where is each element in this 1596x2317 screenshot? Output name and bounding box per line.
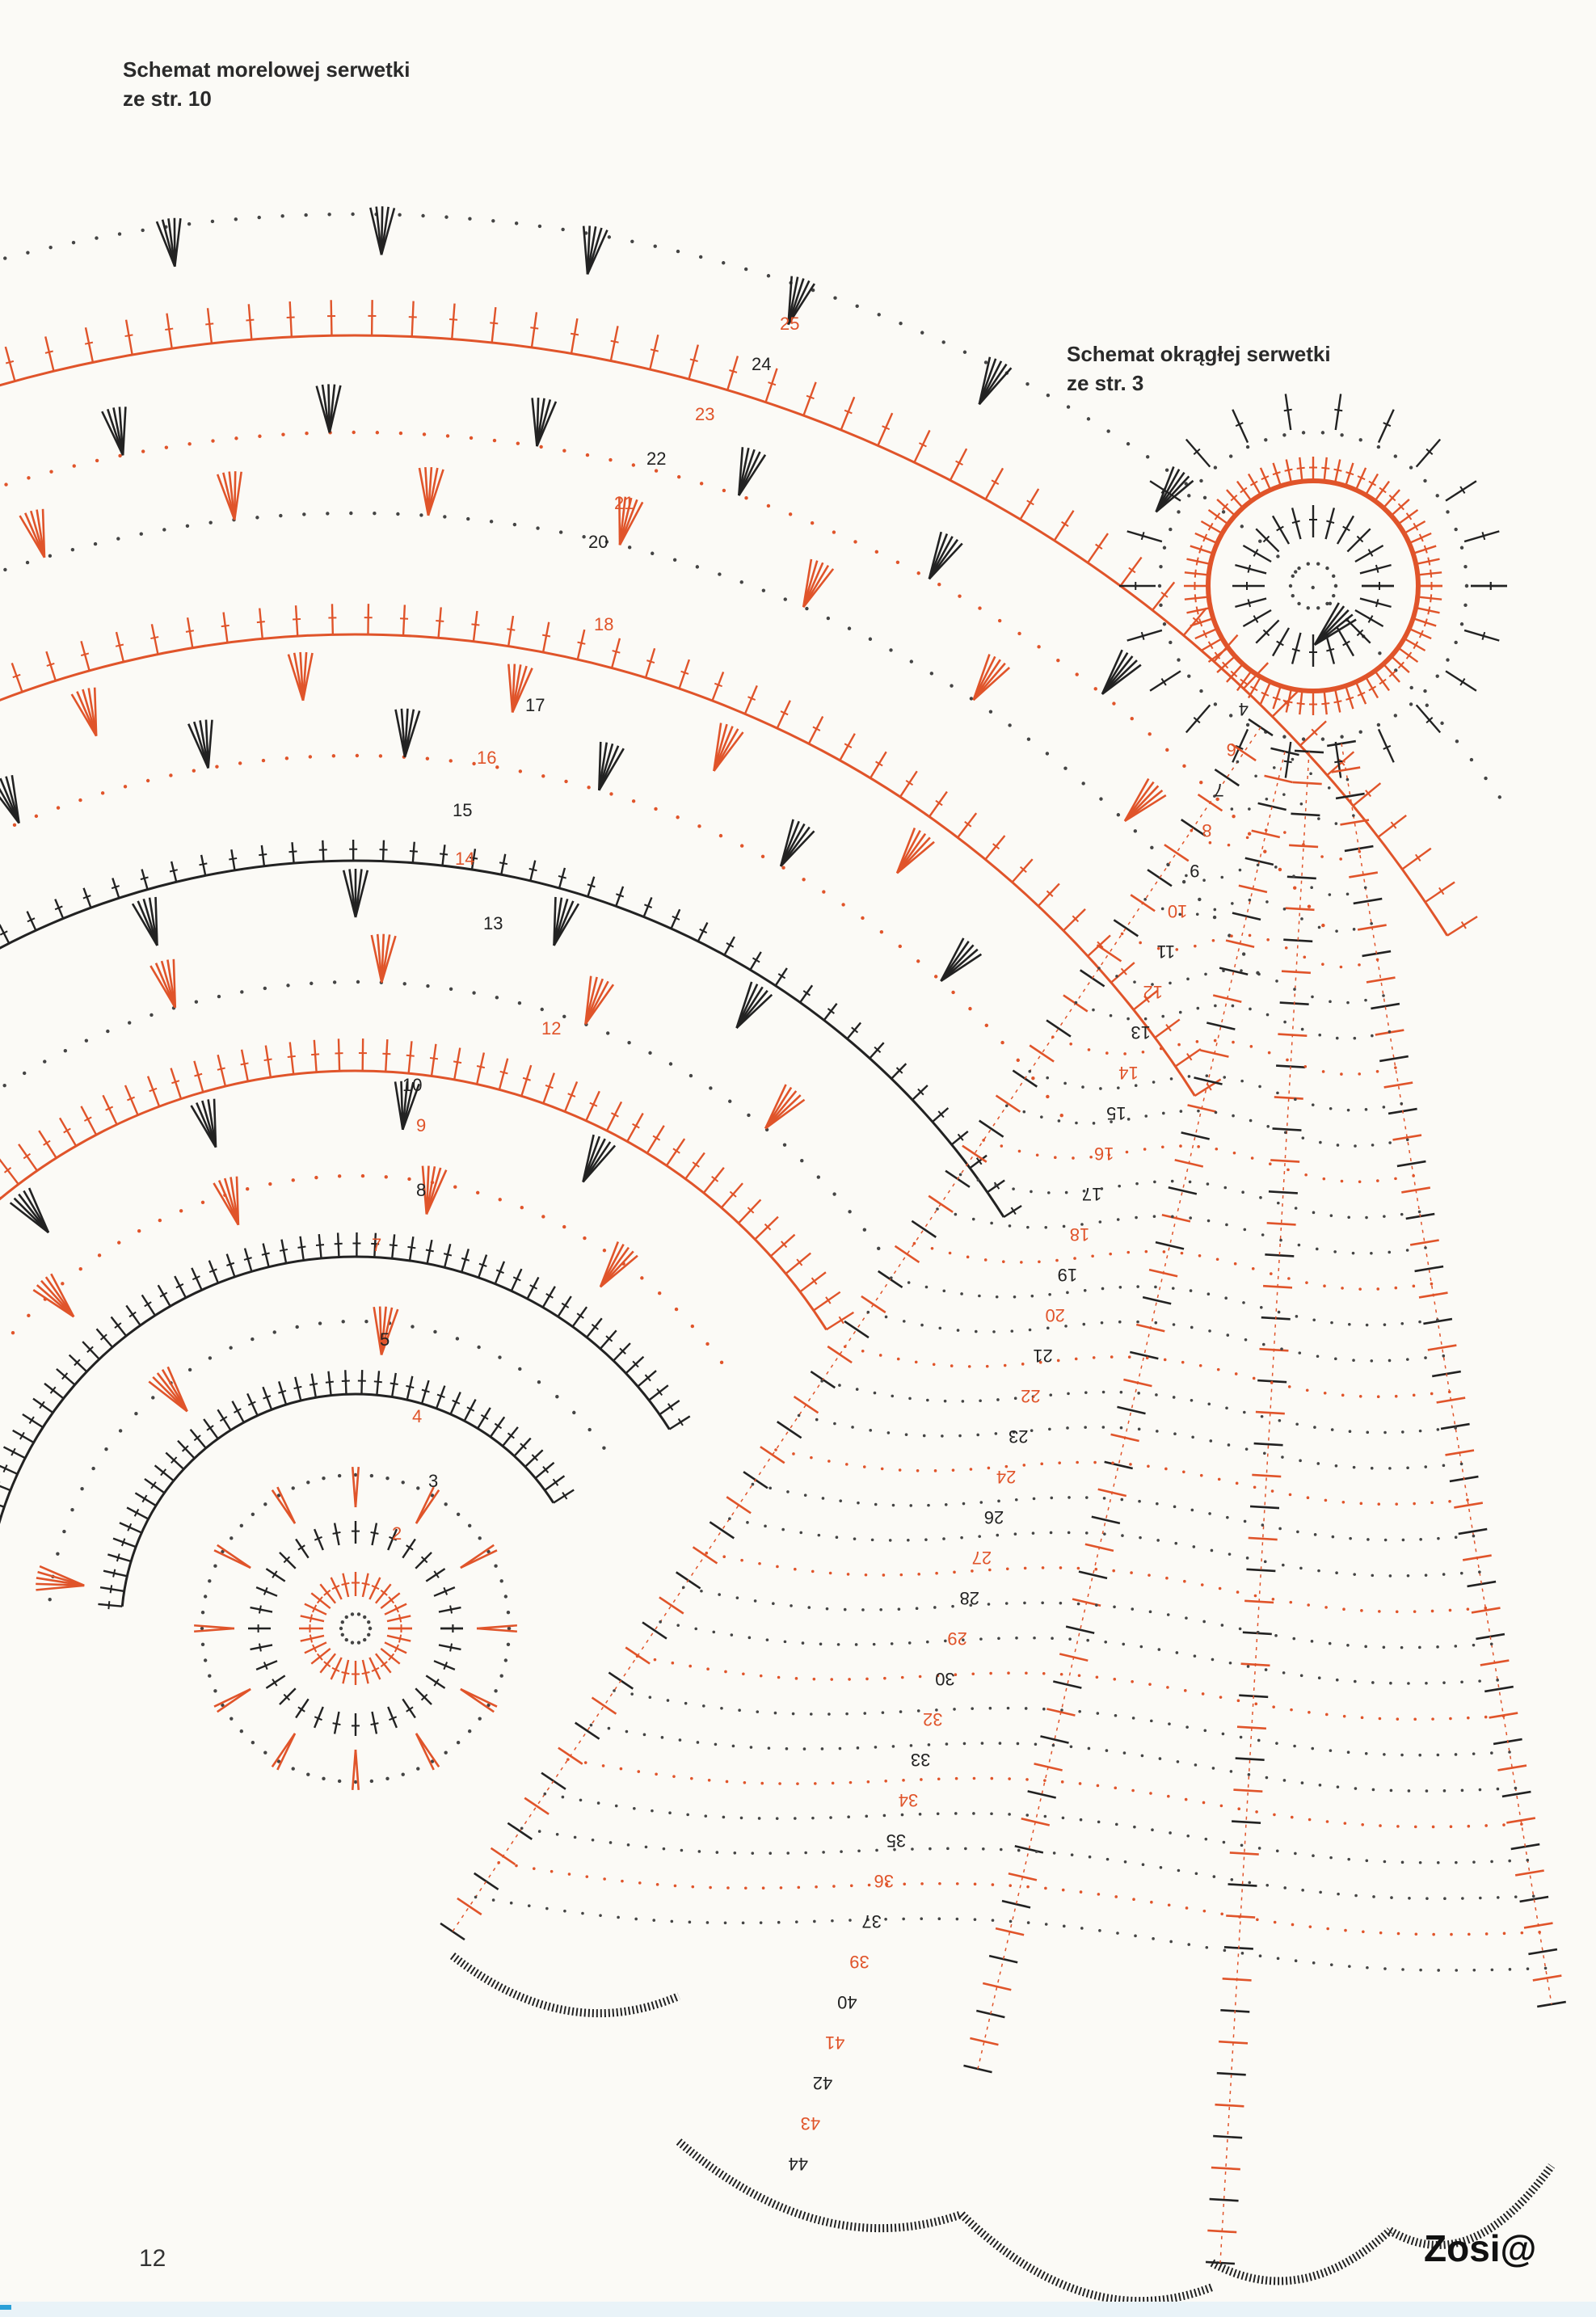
round-label: 43 <box>800 2113 821 2134</box>
left-title-line2: ze str. 10 <box>123 86 212 111</box>
round-label: 16 <box>477 748 497 768</box>
round-label: 15 <box>1106 1103 1126 1123</box>
page-edge-mark <box>0 2305 11 2310</box>
watermark: Zosi@ <box>1424 2227 1537 2269</box>
round-label: 17 <box>1081 1184 1102 1204</box>
round-label: 35 <box>886 1830 907 1851</box>
round-label: 13 <box>1131 1022 1151 1043</box>
round-label: 15 <box>453 800 473 820</box>
right-crochet-diagram <box>440 394 1566 2301</box>
round-label: 5 <box>380 1329 390 1350</box>
round-label: 23 <box>695 404 715 424</box>
round-label: 7 <box>1214 780 1224 800</box>
round-label: 34 <box>898 1790 919 1810</box>
round-label: 14 <box>455 849 475 869</box>
round-label: 22 <box>646 449 667 469</box>
round-label: 24 <box>752 354 772 374</box>
round-label: 44 <box>788 2154 808 2174</box>
page-number: 12 <box>139 2245 166 2272</box>
round-label: 23 <box>1009 1426 1029 1447</box>
round-label: 37 <box>861 1911 882 1932</box>
round-label: 17 <box>525 695 545 715</box>
round-label: 21 <box>1033 1346 1053 1366</box>
round-label: 30 <box>935 1669 955 1689</box>
round-label: 36 <box>874 1871 894 1891</box>
round-label: 14 <box>1118 1063 1139 1083</box>
round-label: 16 <box>1093 1144 1114 1164</box>
round-label: 12 <box>541 1018 562 1038</box>
round-label: 42 <box>812 2073 833 2093</box>
round-label: 40 <box>837 1992 857 2012</box>
round-label: 21 <box>614 493 634 513</box>
round-label: 20 <box>1045 1305 1065 1325</box>
left-title-line1: Schemat morelowej serwetki <box>123 57 411 82</box>
round-label: 18 <box>1069 1224 1090 1245</box>
right-title-line1: Schemat okrągłej serwetki <box>1067 342 1331 366</box>
round-label: 3 <box>428 1471 439 1491</box>
left-crochet-diagram <box>0 206 1501 1790</box>
round-label: 13 <box>483 913 503 933</box>
round-label: 29 <box>947 1628 967 1649</box>
round-label: 10 <box>402 1075 423 1095</box>
right-title-line2: ze str. 3 <box>1067 371 1144 395</box>
round-label: 6 <box>1226 739 1236 760</box>
round-label: 8 <box>1202 820 1212 840</box>
round-label: 39 <box>849 1952 870 1972</box>
round-label: 7 <box>372 1235 382 1255</box>
round-label: 33 <box>910 1750 931 1770</box>
round-label: 9 <box>416 1115 427 1135</box>
round-label: 25 <box>780 314 800 334</box>
round-label: 18 <box>594 614 614 634</box>
round-label: 41 <box>824 2033 845 2053</box>
round-label: 24 <box>996 1467 1017 1487</box>
round-label: 27 <box>971 1548 992 1568</box>
round-label: 12 <box>1143 982 1164 1002</box>
round-label: 8 <box>416 1180 427 1200</box>
round-label: 2 <box>392 1523 402 1544</box>
round-label: 32 <box>923 1709 943 1729</box>
page-edge <box>0 2302 1596 2317</box>
round-label: 9 <box>1190 861 1200 881</box>
round-label: 26 <box>983 1507 1004 1527</box>
round-label: 22 <box>1021 1386 1041 1406</box>
round-label: 19 <box>1057 1265 1078 1285</box>
round-label: 4 <box>1238 699 1249 719</box>
round-label: 11 <box>1156 942 1176 962</box>
round-label: 4 <box>412 1406 423 1426</box>
round-label: 10 <box>1167 901 1188 921</box>
round-label: 20 <box>588 532 609 552</box>
round-label: 28 <box>959 1588 979 1608</box>
